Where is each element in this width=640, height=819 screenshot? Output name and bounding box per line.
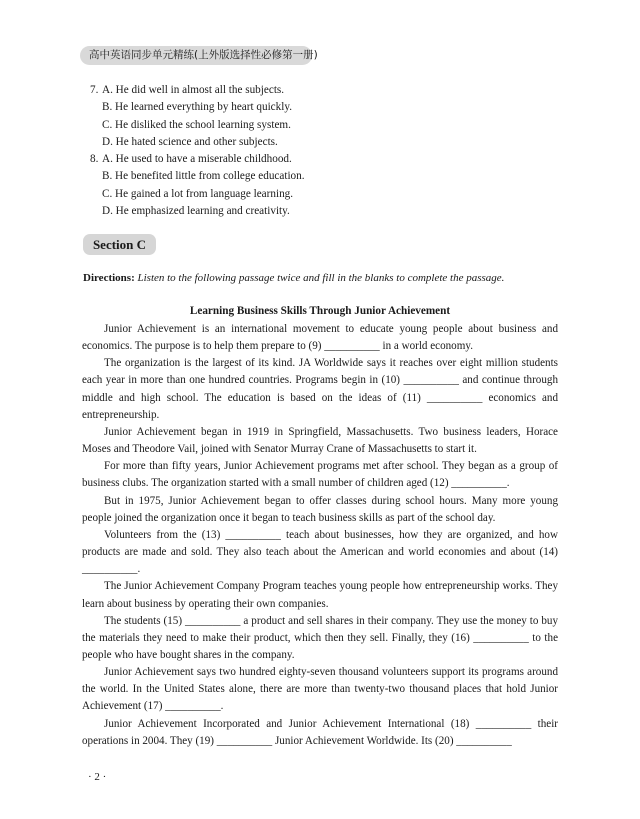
paragraph: Junior Achievement Incorporated and Junior Achievement International (18) __________ their operations in 2004. They (19) __________ Junior Achievement Worldwide. Its (20) __________ bbox=[82, 717, 558, 747]
question-7-option-d: D. He hated science and other subjects. bbox=[102, 135, 278, 148]
question-8-option-d: D. He emphasized learning and creativity. bbox=[102, 205, 290, 218]
question-number: 7. bbox=[90, 84, 99, 96]
directions bbox=[83, 272, 504, 284]
paragraph: The students (15) __________ a product and sell shares in their company. They use the money to buy the materials they need to make their product, which then they sell. Finally, they (16) __________ to the people who have bought shares in the company. bbox=[82, 614, 558, 661]
question-8-option-b: B. He benefited little from college education. bbox=[102, 170, 305, 183]
question-options bbox=[90, 82, 305, 220]
directions-label: Directions: bbox=[83, 272, 135, 284]
paragraph: Junior Achievement says two hundred eighty-seven thousand volunteers support its programs around the world. In the United States alone, there are more than twenty-two thousand places that hold Junior Achievement (17) __________. bbox=[82, 666, 558, 713]
question-7-option-b: B. He learned everything by heart quickly. bbox=[102, 101, 293, 114]
page-number: · 2 · bbox=[88, 771, 107, 783]
paragraph: Volunteers from the (13) __________ teach about businesses, how they are organized, and how products are made and sold. They also teach about the American and world economies and about (14) __________. bbox=[82, 528, 558, 576]
option-text: A. He did well in almost all the subjects. bbox=[102, 84, 285, 96]
option-text: A. He used to have a miserable childhood. bbox=[102, 153, 292, 166]
paragraph: Junior Achievement began in 1919 in Springfield, Massachusetts. Two business leaders, Horace Moses and Theodore Vail, joined with Senator Murray Crane of Massachusetts to start it. bbox=[82, 425, 558, 456]
book-title-header: 高中英语同步单元精练(上外版选择性必修第一册) bbox=[80, 46, 312, 65]
directions-text: Listen to the following passage twice and fill in the blanks to complete the passage. bbox=[137, 272, 505, 284]
paragraph: But in 1975, Junior Achievement began to offer classes during school hours. Many more young people joined the organization once it began to teach business skills as part of the school day. bbox=[82, 494, 558, 524]
question-number: 8. bbox=[90, 153, 99, 166]
paragraph: For more than fifty years, Junior Achievement programs met after school. They began as a group of business clubs. The organization started with a small number of children aged (12) __________. bbox=[82, 460, 558, 490]
question-7-option-a bbox=[90, 82, 305, 99]
paragraph: The organization is the largest of its kind. JA Worldwide says it reaches over eight million students each year in more than one hundred countries. Programs begin in (10) __________ and continue through middle and high school. The education is based on the ideas of (11) __________ economics and entrepreneurship. bbox=[82, 357, 558, 421]
paragraph: The Junior Achievement Company Program teaches young people how entrepreneurship works. They learn about business by operating their own companies. bbox=[82, 580, 558, 610]
paragraph: Junior Achievement is an international movement to educate young people about business and economics. The purpose is to help them prepare to (9) __________ in a world economy. bbox=[82, 323, 558, 353]
passage-body bbox=[82, 321, 558, 750]
question-8-option-c: C. He gained a lot from language learning. bbox=[102, 187, 294, 200]
section-heading: Section C bbox=[83, 234, 156, 255]
question-8-option-a bbox=[90, 151, 305, 168]
passage-title: Learning Business Skills Through Junior Achievement bbox=[189, 305, 451, 317]
question-7-option-c: C. He disliked the school learning system. bbox=[102, 118, 291, 131]
